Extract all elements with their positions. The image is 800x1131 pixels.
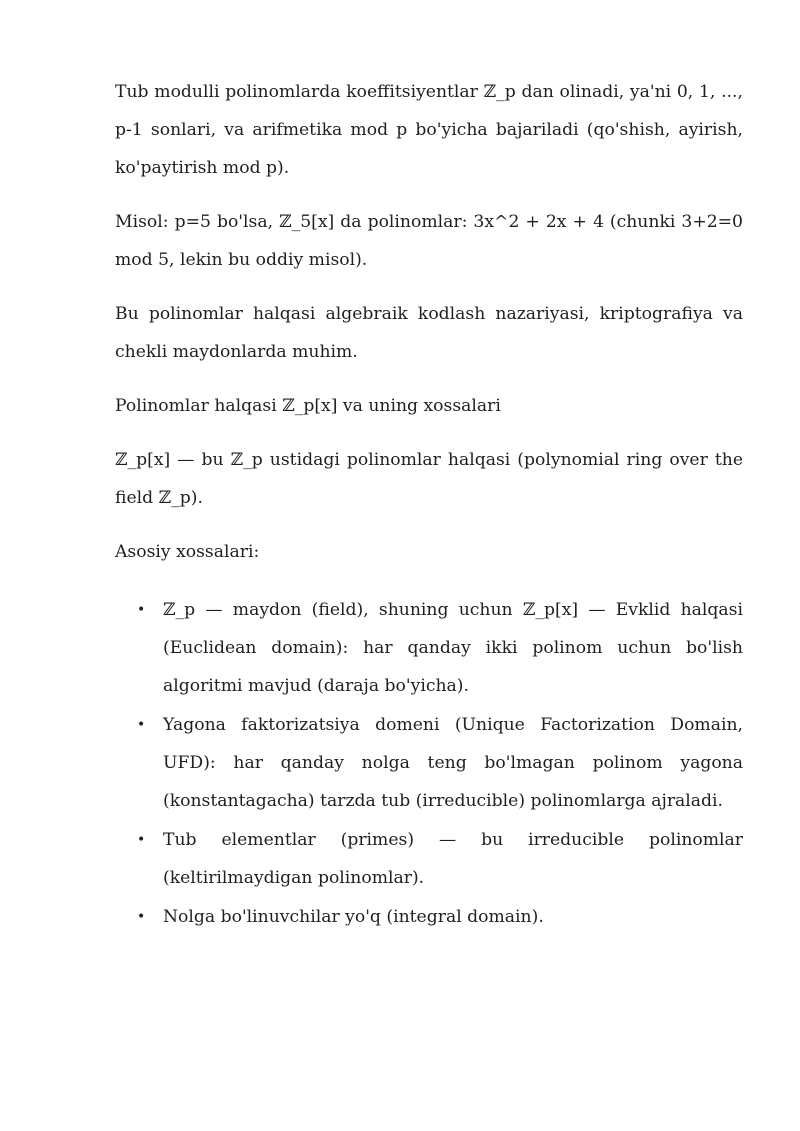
section-heading: Polinomlar halqasi ℤ_p[x] va uning xossalari [115, 396, 501, 416]
list-item-text: Tub elementlar (primes) — bu irreducible polinomlar (keltirilmaydigan polinomlar). [163, 830, 743, 888]
list-item [115, 821, 743, 897]
bullet-marker: • [137, 832, 146, 848]
document-page [115, 73, 743, 937]
list-item-text: Yagona faktorizatsiya domeni (Unique Factorization Domain, UFD): har qanday nolga teng bo'lmagan polinom yagona (konstantagacha) tarzda tub (irreducible) polinomlarga ajraladi. [163, 715, 743, 811]
list-item [115, 706, 743, 820]
paragraph-importance: Bu polinomlar halqasi algebraik kodlash nazariyasi, kriptografiya va chekli maydonlarda muhim. [115, 304, 743, 362]
bullet-marker: • [137, 909, 146, 925]
list-item [115, 898, 743, 936]
list-item [115, 591, 743, 705]
paragraph-intro: Tub modulli polinomlarda koeffitsiyentlar ℤ_p dan olinadi, ya'ni 0, 1, ..., p-1 sonlari, va arifmetika mod p bo'yicha bajariladi (qo'shish, ayirish, ko'paytirish mod p). [115, 82, 743, 178]
paragraph-example: Misol: p=5 bo'lsa, ℤ_5[x] da polinomlar: 3x^2 + 2x + 4 (chunki 3+2=0 mod 5, lekin bu oddiy misol). [115, 212, 743, 270]
list-item-text: Nolga bo'linuvchilar yo'q (integral domain). [163, 907, 544, 927]
properties-list [115, 591, 743, 936]
bullet-marker: • [137, 717, 146, 733]
list-item-text: ℤ_p — maydon (field), shuning uchun ℤ_p[x] — Evklid halqasi (Euclidean domain): har qanday ikki polinom uchun bo'lish algoritmi mavjud (daraja bo'yicha). [163, 600, 743, 696]
properties-label: Asosiy xossalari: [115, 542, 260, 562]
paragraph-definition: ℤ_p[x] — bu ℤ_p ustidagi polinomlar halqasi (polynomial ring over the field ℤ_p). [115, 450, 743, 508]
bullet-marker: • [137, 602, 146, 618]
